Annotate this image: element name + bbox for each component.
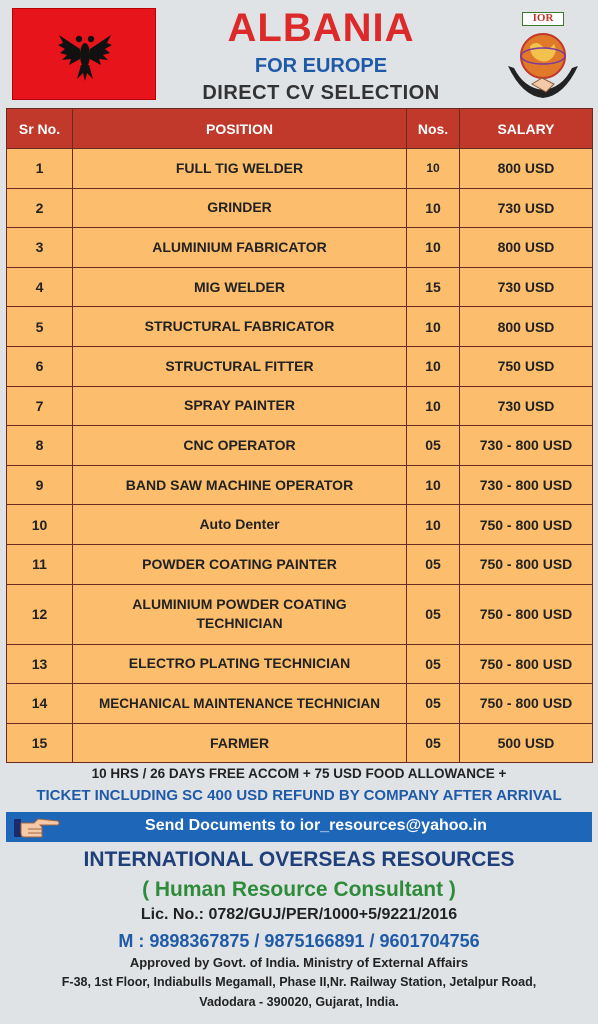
- cell-position: GRINDER: [73, 188, 407, 228]
- cell-salary: 800 USD: [460, 149, 593, 189]
- cell-position: ALUMINIUM POWDER COATING TECHNICIAN: [73, 584, 407, 644]
- company-logo: [502, 12, 584, 102]
- page-title: ALBANIA: [227, 6, 415, 50]
- table-row: [7, 505, 593, 545]
- cell-position: STRUCTURAL FABRICATOR: [73, 307, 407, 347]
- cell-sr: 10: [7, 505, 73, 545]
- cell-sr: 3: [7, 228, 73, 268]
- send-documents-text[interactable]: Send Documents to ior_resources@yahoo.in: [145, 817, 487, 834]
- header-position: POSITION: [73, 109, 407, 149]
- table-row: [7, 149, 593, 189]
- cell-sr: 15: [7, 723, 73, 763]
- consultant-label: ( Human Resource Consultant ): [142, 878, 456, 901]
- table-row: [7, 346, 593, 386]
- cell-salary: 750 - 800 USD: [460, 644, 593, 684]
- header-nos: Nos.: [407, 109, 460, 149]
- cell-position: CNC OPERATOR: [73, 426, 407, 466]
- cell-nos: 15: [407, 267, 460, 307]
- cell-nos: 05: [407, 723, 460, 763]
- cell-sr: 2: [7, 188, 73, 228]
- cell-position: BAND SAW MACHINE OPERATOR: [73, 465, 407, 505]
- cell-nos: 10: [407, 307, 460, 347]
- cell-nos: 10: [407, 228, 460, 268]
- table-row: [7, 228, 593, 268]
- cell-nos: 10: [407, 149, 460, 189]
- cell-position: ELECTRO PLATING TECHNICIAN: [73, 644, 407, 684]
- cell-nos: 05: [407, 684, 460, 724]
- table-row: [7, 684, 593, 724]
- cell-salary: 750 USD: [460, 346, 593, 386]
- table-row: [7, 307, 593, 347]
- table-row: [7, 465, 593, 505]
- send-documents-bar: [6, 812, 592, 842]
- cell-position: POWDER COATING PAINTER: [73, 544, 407, 584]
- cell-salary: 750 - 800 USD: [460, 544, 593, 584]
- cell-position: MECHANICAL MAINTENANCE TECHNICIAN: [73, 684, 407, 724]
- cell-sr: 9: [7, 465, 73, 505]
- page-tagline: DIRECT CV SELECTION: [202, 82, 440, 104]
- cell-nos: 05: [407, 644, 460, 684]
- cell-salary: 730 USD: [460, 386, 593, 426]
- conditions-line-1: 10 HRS / 26 DAYS FREE ACCOM + 75 USD FOOD ALLOWANCE +: [91, 766, 507, 781]
- table-row: [7, 386, 593, 426]
- header-sr-no: Sr No.: [7, 109, 73, 149]
- cell-sr: 13: [7, 644, 73, 684]
- header-salary: SALARY: [460, 109, 593, 149]
- table-header-row: [7, 109, 593, 149]
- cell-sr: 14: [7, 684, 73, 724]
- cell-salary: 800 USD: [460, 307, 593, 347]
- table-row: [7, 544, 593, 584]
- cell-nos: 10: [407, 465, 460, 505]
- cell-sr: 1: [7, 149, 73, 189]
- cell-nos: 05: [407, 544, 460, 584]
- table-row: [7, 188, 593, 228]
- cell-sr: 12: [7, 584, 73, 644]
- page-subtitle: FOR EUROPE: [254, 55, 388, 77]
- cell-sr: 6: [7, 346, 73, 386]
- table-row: [7, 426, 593, 466]
- approval-text: Approved by Govt. of India. Ministry of External Affairs: [129, 955, 469, 970]
- globe-handshake-icon: [502, 26, 584, 104]
- cell-position: ALUMINIUM FABRICATOR: [73, 228, 407, 268]
- cell-salary: 750 - 800 USD: [460, 584, 593, 644]
- cell-position: STRUCTURAL FITTER: [73, 346, 407, 386]
- pointing-hand-icon: [14, 815, 60, 839]
- table-row: [7, 723, 593, 763]
- header: [6, 4, 592, 104]
- cell-position: FARMER: [73, 723, 407, 763]
- mobile-numbers[interactable]: M : 9898367875 / 9875166891 / 9601704756: [118, 931, 480, 951]
- cell-sr: 8: [7, 426, 73, 466]
- company-name: INTERNATIONAL OVERSEAS RESOURCES: [83, 848, 515, 871]
- cell-position: SPRAY PAINTER: [73, 386, 407, 426]
- cell-nos: 05: [407, 584, 460, 644]
- eagle-icon: [57, 27, 113, 83]
- cell-salary: 730 USD: [460, 267, 593, 307]
- cell-nos: 05: [407, 426, 460, 466]
- cell-salary: 730 - 800 USD: [460, 426, 593, 466]
- cell-salary: 730 USD: [460, 188, 593, 228]
- cell-position: FULL TIG WELDER: [73, 149, 407, 189]
- table-row: [7, 644, 593, 684]
- albania-flag: [12, 8, 156, 100]
- cell-position: MIG WELDER: [73, 267, 407, 307]
- cell-salary: 500 USD: [460, 723, 593, 763]
- table-row: [7, 584, 593, 644]
- cell-sr: 11: [7, 544, 73, 584]
- cell-salary: 750 - 800 USD: [460, 684, 593, 724]
- table-row: [7, 267, 593, 307]
- address-line-1: F-38, 1st Floor, Indiabulls Megamall, Phase II,Nr. Railway Station, Jetalpur Road,: [61, 975, 537, 989]
- license-number: Lic. No.: 0782/GUJ/PER/1000+5/9221/2016: [140, 906, 458, 923]
- cell-nos: 10: [407, 188, 460, 228]
- address-line-2: Vadodara - 390020, Gujarat, India.: [199, 995, 399, 1009]
- cell-position: Auto Denter: [73, 505, 407, 545]
- cell-salary: 730 - 800 USD: [460, 465, 593, 505]
- cell-salary: 750 - 800 USD: [460, 505, 593, 545]
- cell-sr: 4: [7, 267, 73, 307]
- cell-salary: 800 USD: [460, 228, 593, 268]
- cell-nos: 10: [407, 386, 460, 426]
- cell-sr: 5: [7, 307, 73, 347]
- cell-nos: 10: [407, 346, 460, 386]
- cell-nos: 10: [407, 505, 460, 545]
- conditions-line-2: TICKET INCLUDING SC 400 USD REFUND BY COMPANY AFTER ARRIVAL: [36, 787, 562, 804]
- positions-table: [6, 108, 593, 763]
- cell-sr: 7: [7, 386, 73, 426]
- logo-text: IOR: [522, 12, 564, 26]
